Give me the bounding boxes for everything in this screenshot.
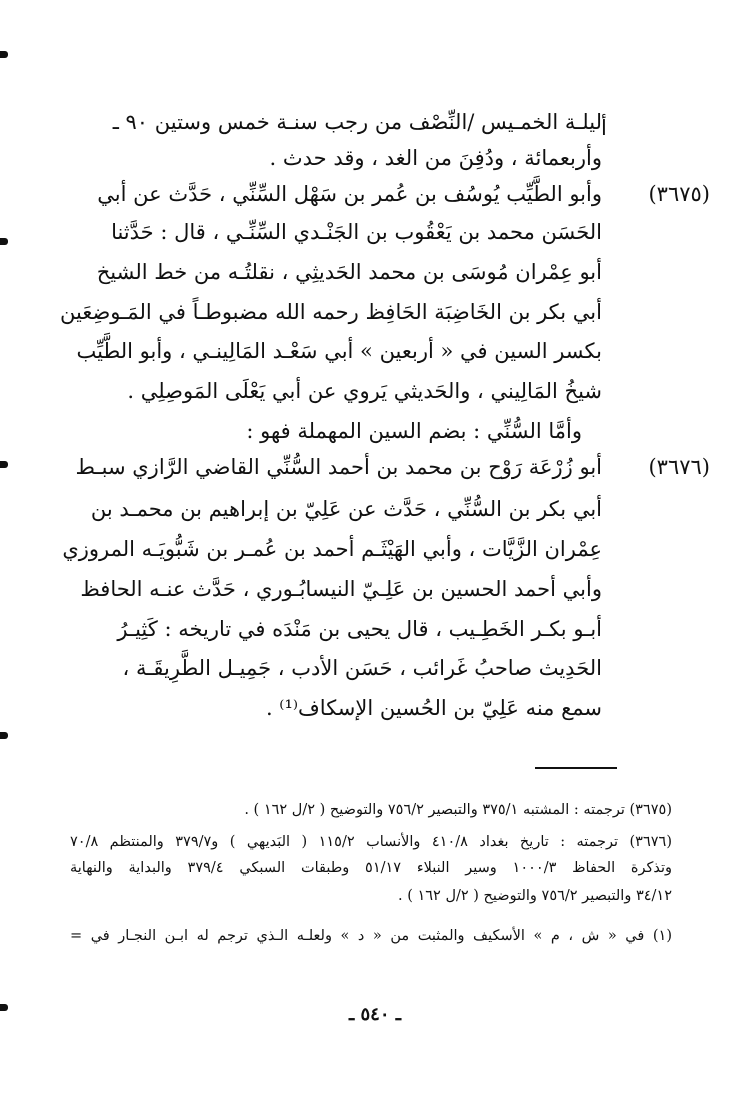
text-line: أبي بكر بن الخَاضِبَة الحَافِظ رحمه الله مضبوطـاً في المَـوضِعَين: [60, 300, 602, 324]
text-line: وأبي أحمد الحسين بن عَلِـيّ النيسابُـوري ، حَدَّث عنـه الحافظ: [80, 577, 602, 601]
footnote-line: (٣٦٧٦) ترجمته : تاريخ بغداد ٤١٠/٨ والأنساب ١١٥/٢ ( البَديهي ) و٣٧٩/٧ والمنتظم ٧٠/٨: [70, 834, 672, 850]
text-line: ليلـة الخمـيس /النِّصْف من رجب سنـة خمس وستين ٩٠ ـ: [112, 110, 602, 134]
text-line: الحَسَن محمد بن يَعْقُوب بن الجَنْـدي السِّنِّـي ، قال : حَدَّثنا: [111, 220, 602, 244]
footnote-separator: [535, 767, 617, 769]
text-line: سمع منه عَلِيّ بن الحُسين الإسكاف⁽¹⁾ .: [265, 696, 602, 720]
footnote-line: ٣٤/١٢ والتبصير ٧٥٦/٢ والتوضيح ( ٢/ل ١٦٢ ) .: [397, 888, 672, 904]
text-line: عِمْران الزَّيَّات ، وأبي الهَيْثَـم أحمد بن عُمـر بن شَبُّويَـه المروزي: [62, 537, 602, 561]
text-line: أبو عِمْران مُوسَى بن محمد الحَديثِي ، نقلتُـه من خط الشيخ: [96, 260, 602, 284]
margin-tick: [0, 51, 8, 58]
footnote-line: (١) في « ش ، م » الأسكيف والمثبت من « د » ولعلـه الـذي ترجم له ابـن النجـار في =: [70, 928, 672, 944]
footnote-line: وتذكرة الحفاظ ١٠٠٠/٣ وسير النبلاء ٥١/١٧ وطبقات السبكي ٣٧٩/٤ والبداية والنهاية: [70, 860, 673, 876]
text-line: الحَدِيث صاحبُ غَرائب ، حَسَن الأدب ، جَمِيـل الطَّرِيقَـة ،: [122, 656, 602, 680]
text-line: أبو زُرْعَة رَوْح بن محمد بن أحمد السُّنِّي القاضي الرَّازي سبـط: [75, 455, 602, 479]
text-line: وأمَّا السُّنِّي : بضم السين المهملة فهو :: [246, 419, 582, 443]
text-line: شيخُ المَالِيني ، والحَديثي يَروي عن أبي يَعْلَى المَوصِلِي .: [127, 379, 602, 403]
text-line: بكسر السين في « أربعين » أبي سَعْـد المَالِينـي ، وأبو الطَّيِّب: [76, 339, 602, 363]
margin-tick: [0, 461, 8, 468]
page-number: ـ ٥٤٠ ـ: [348, 1004, 402, 1025]
margin-tick: [0, 732, 8, 739]
text-line: أبي بكر بن السُّنِّي ، حَدَّث عن عَلِيّ بن إبراهيم بن محمـد بن: [90, 497, 602, 521]
margin-tick: [0, 1004, 8, 1011]
text-line: وأبو الطَّيِّب يُوسُف بن عُمر بن سَهْل السِّنِّي ، حَدَّث عن أبي: [97, 182, 602, 206]
footnote-line: (٣٦٧٥) ترجمته : المشتبه ٣٧٥/١ والتبصير ٧٥٦/٢ والتوضيح ( ٢/ل ١٦٢ ) .: [244, 802, 672, 818]
entry-number: (٣٦٧٥): [648, 182, 710, 206]
margin-tick: [0, 238, 8, 245]
text-line: وأربعمائة ، ودُفِنَ من الغد ، وقد حدث .: [269, 146, 602, 170]
folio-marker: أ: [601, 116, 607, 140]
entry-number: (٣٦٧٦): [648, 455, 710, 479]
text-line: أبـو بكـر الخَطِـيب ، قال يحيى بن مَنْدَه في تاريخه : كَثِيـرُ: [117, 617, 602, 641]
